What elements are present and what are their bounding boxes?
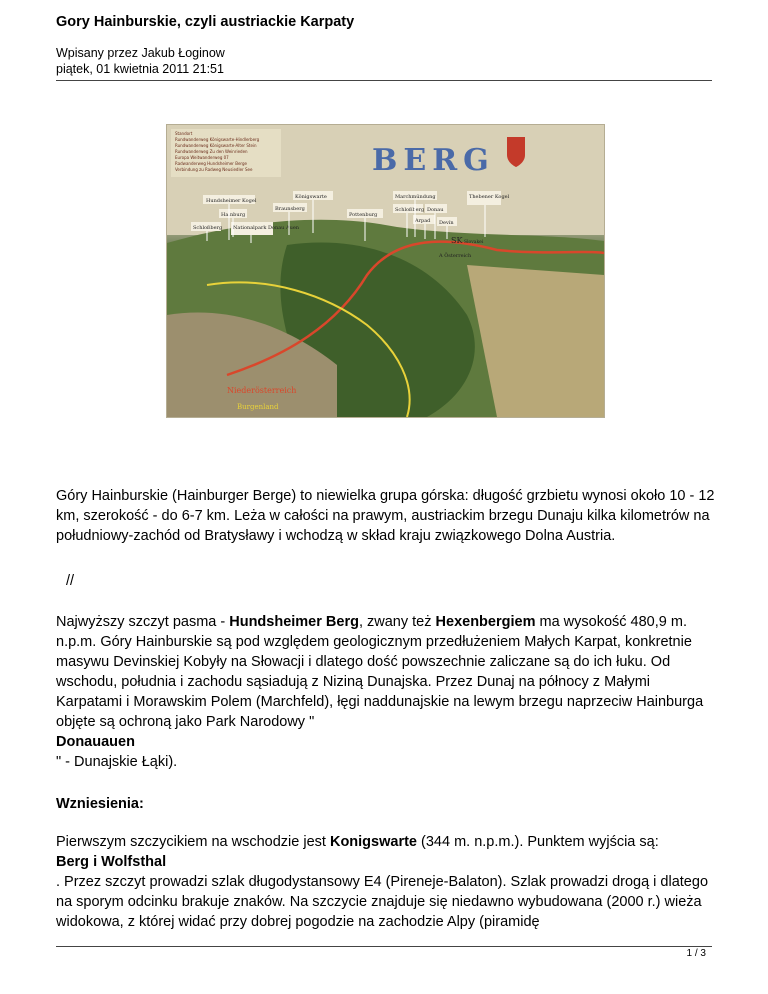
label-thebener: Thebener Kogel [469, 194, 510, 200]
paragraph-konigswarte [56, 832, 716, 932]
page-title: Gory Hainburskie, czyli austriackie Karpaty [56, 14, 355, 30]
legend-item: Standort [175, 131, 193, 136]
bold-hexenbergiem: Hexenbergiem [435, 614, 536, 630]
label-donau: Donau [427, 207, 444, 213]
label-braunsberg: Braunsberg [275, 206, 305, 212]
label-hainburg: Hainburg [221, 212, 246, 218]
bold-berg-wolfsthal: Berg i Wolfsthal [56, 854, 167, 870]
text-run: ma wysokość 480,9 m. n.p.m. Góry Hainburskie są pod względem geologicznym przedłużeniem Małych Karpat, konkretnie masywu Devinskiej Kobyły na Słowacji i dlatego dość powszechnie zaliczane są do ich łuku. Od wschodu, południa i zachodu sąsiadują z Niziną Dunajska. Przez Dunaj na północy z Małymi Karpatami i Morawskim Polem (Marchfeld), łęgi naddunajskie na lewym brzegu naprzeciw Hainburga objęte są ochroną jako Park Narodowy " [56, 614, 704, 730]
map-title: BERG [372, 143, 495, 178]
legend-item: Rundwanderweg Königswarte-Alter Stein [175, 143, 257, 148]
legend-item: Rundwanderweg Königswarte-Hindlerberg [175, 137, 260, 142]
paragraph-intro: Góry Hainburskie (Hainburger Berge) to niewielka grupa górska: długość grzbietu wynosi około 10 - 12 km, szerokość - do 6-7 km. Leża w całości na prawym, austriackim brzegu Dunaju kilka kilometrów na południowy-zachód od Bratysławy i wchodzą w skład kraju związkowego Dolna Austria. [56, 488, 715, 544]
section-heading: Wzniesienia: [56, 796, 144, 812]
label-burgenland: Burgenland [237, 403, 279, 411]
page-number: 1 / 3 [686, 948, 706, 959]
bold-hundsheimer: Hundsheimer Berg [229, 614, 359, 630]
label-hundsheimer: Hundsheimer Kogel [206, 198, 257, 204]
separator-text: // [66, 573, 75, 589]
date-line: piątek, 01 kwietnia 2011 21:51 [56, 62, 224, 76]
label-schlossberg: Schloßberg [193, 225, 223, 231]
text-run: , zwany też [358, 614, 436, 630]
footer-divider [56, 946, 712, 947]
label-niederosterreich: Niederösterreich [227, 386, 297, 395]
text-run: " - Dunajskie Łąki). [56, 754, 178, 770]
legend-item: Radwanderweg Hundsheimer Berge [175, 161, 247, 166]
map-photo [166, 124, 605, 418]
label-arpad: Arpad [415, 218, 431, 224]
text-run: Pierwszym szczycikiem na wschodzie jest [56, 834, 330, 850]
byline [56, 45, 225, 77]
label-marchmundung: Marchmündung [395, 194, 436, 200]
label-schlossberg-2: Schloßberg [395, 207, 425, 213]
text-run: Najwyższy szczyt pasma - [56, 614, 230, 630]
text-run: . Przez szczyt prowadzi szlak długodystansowy E4 (Pireneje-Balaton). Szlak prowadzi drogą i dlatego na sporym odcinku brakuje znaków. Na szczycie znajduje się niedawno wybudowana (2000 r.) wieża widokowa, z której widać przy dobrej pogodzie na zachodzie Alpy (piramidę [56, 874, 709, 930]
label-pottenburg: Pottenburg [349, 212, 378, 218]
legend-item: Europa Weitwanderweg 07 [175, 155, 229, 160]
text-run: (344 m. n.p.m.). Punktem wyjścia są: [416, 834, 659, 850]
label-sk: SK [451, 236, 463, 245]
label-konigswarte: Königswarte [295, 194, 327, 200]
legend-item: Verbindung zu Radweg Neusiedler See [175, 167, 253, 172]
label-devin: Devín [439, 220, 454, 226]
label-nationalpark: Nationalpark Donau Auen [233, 225, 300, 231]
bold-donauauen: Donauauen [56, 734, 135, 750]
legend-item: Rundwanderweg Zu den Weinrieden [175, 149, 248, 154]
label-slovakei: Slovakei [464, 240, 484, 245]
author-line: Wpisany przez Jakub Łoginow [56, 46, 225, 60]
paragraph-highest-peak [56, 612, 716, 772]
bold-konigswarte: Konigswarte [329, 834, 417, 850]
header-divider [56, 80, 712, 81]
label-osterreich: A Österreich [439, 253, 472, 259]
map-illustration [167, 125, 604, 417]
